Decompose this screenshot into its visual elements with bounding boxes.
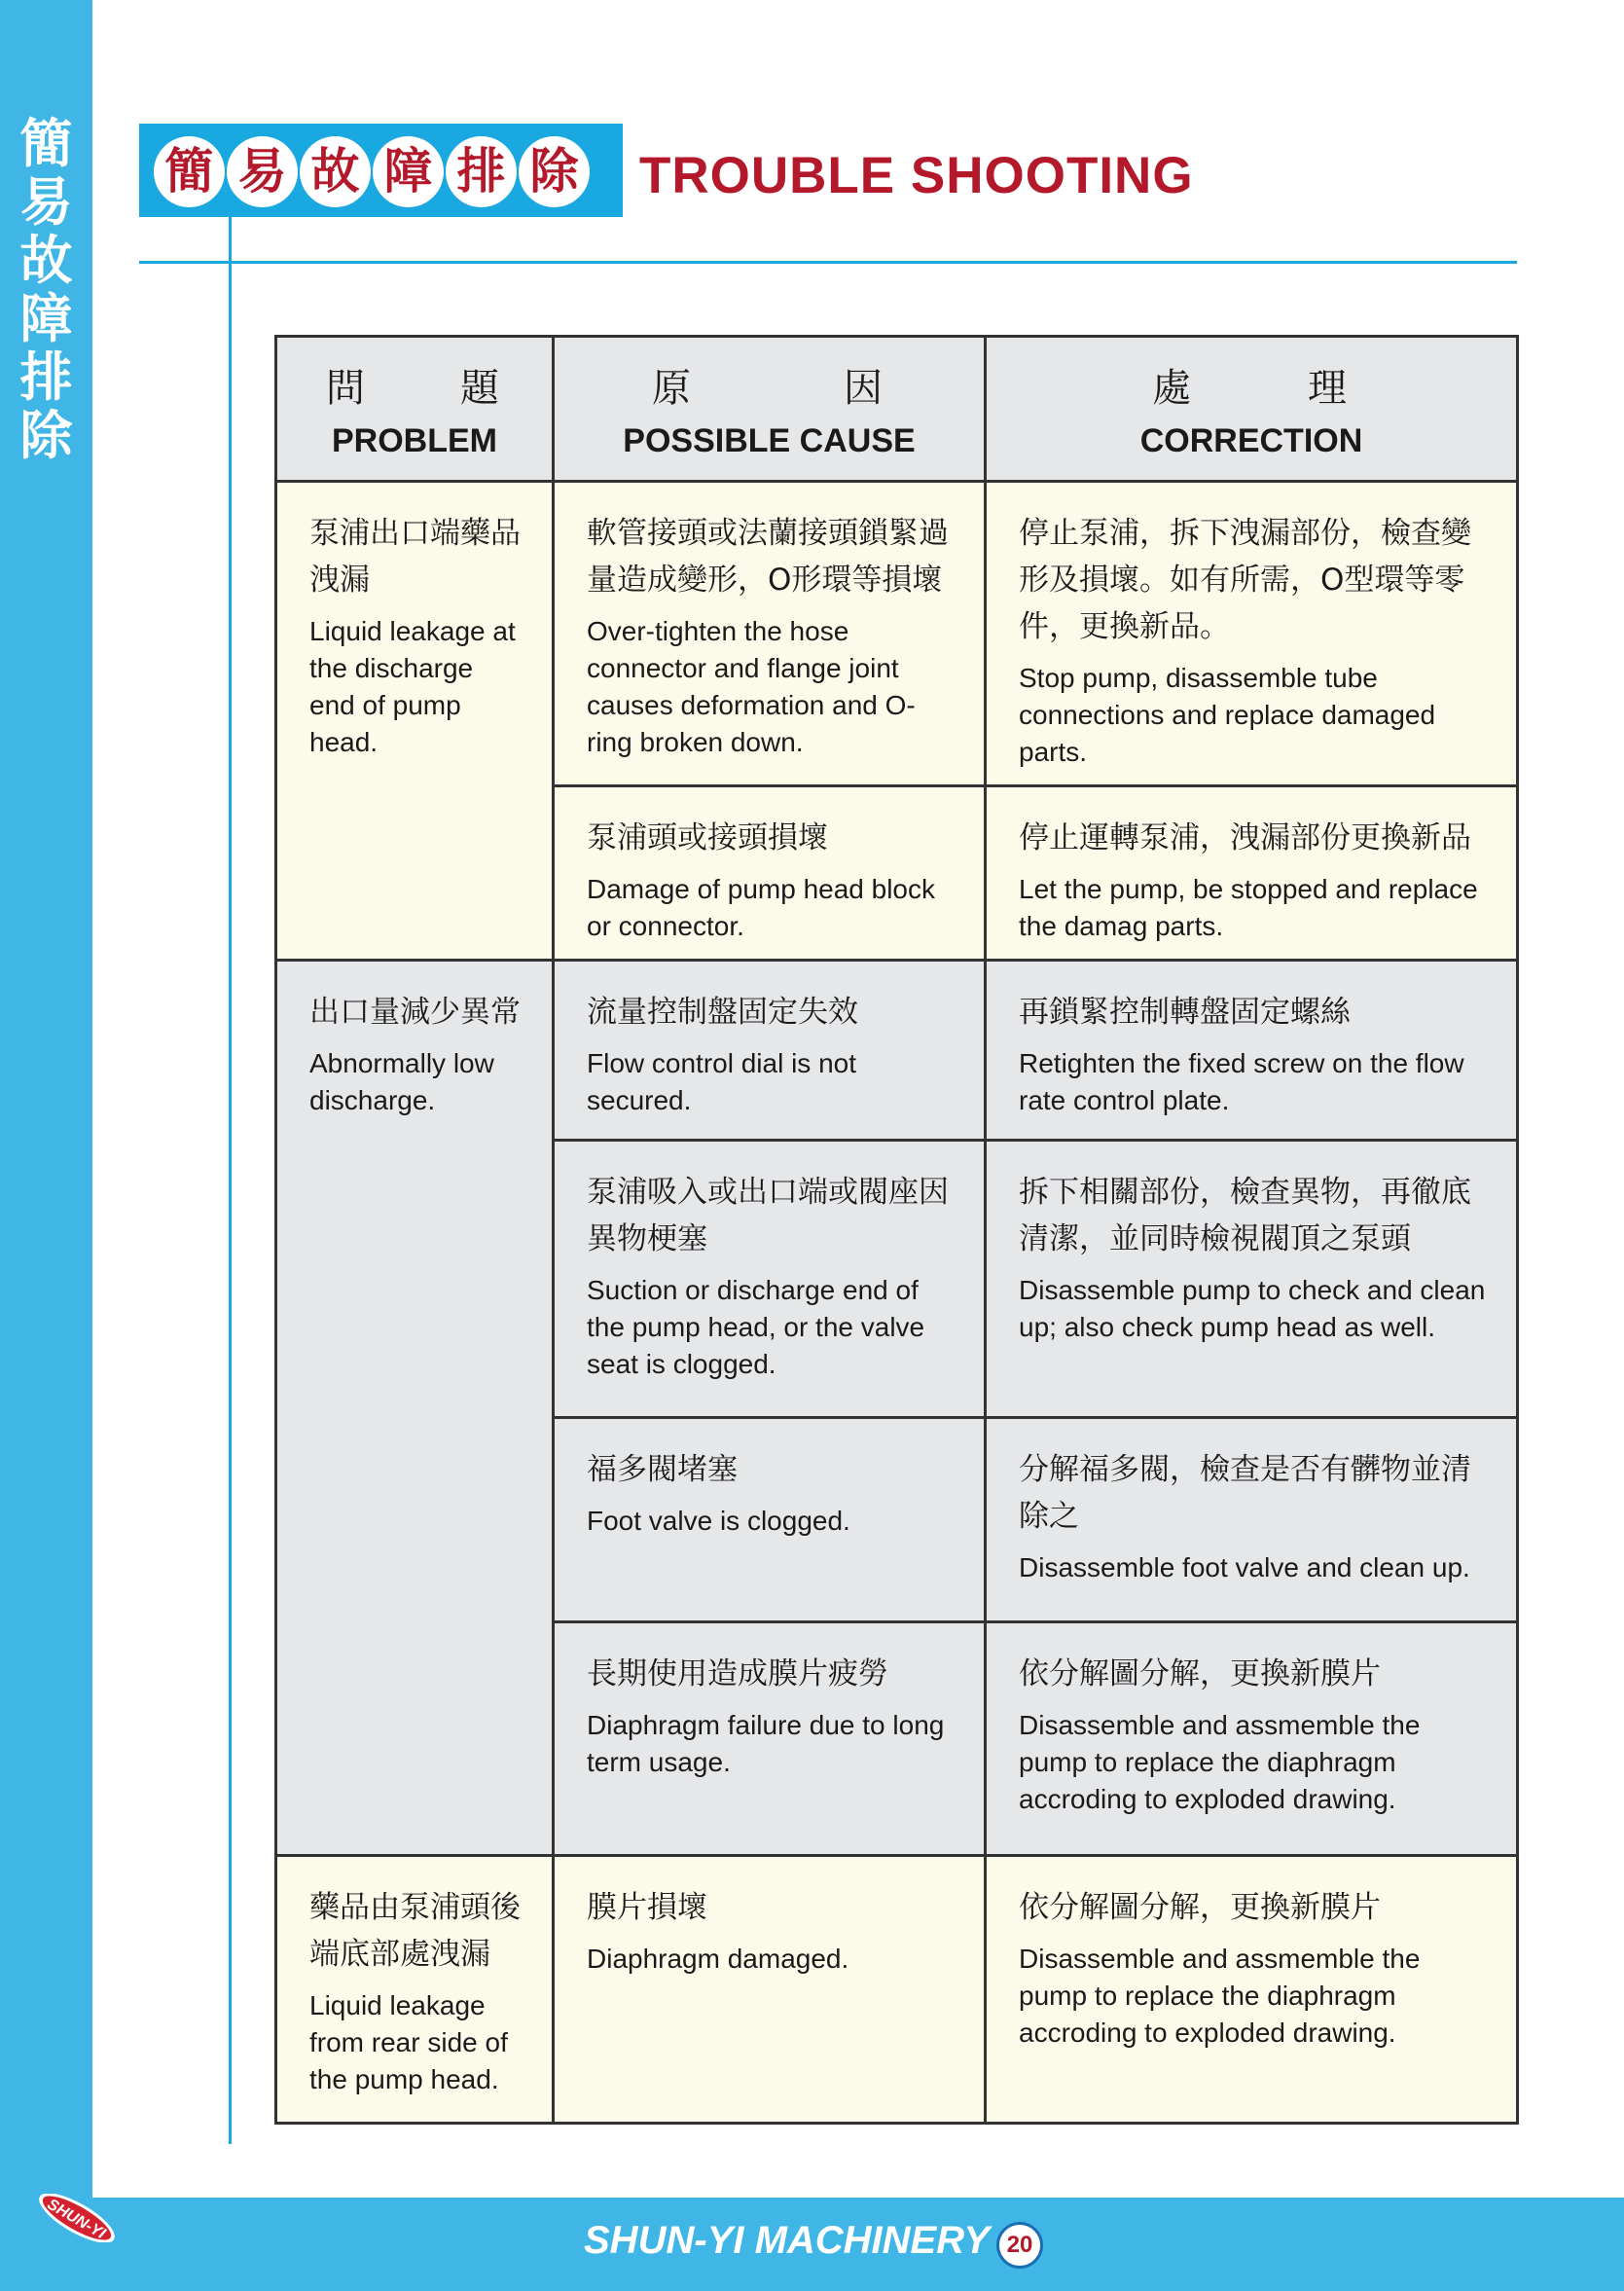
cause-cell (554, 1418, 986, 1622)
side-char: 排 (19, 346, 73, 408)
cause-cell (554, 1622, 986, 1856)
table-row (276, 961, 1518, 1141)
correction-cell (986, 961, 1518, 1141)
title-char: 故 (300, 136, 371, 207)
table-row (276, 1856, 1518, 2124)
problem-zh: 出口量減少異常 (309, 995, 521, 1030)
horizontal-rule (139, 261, 1517, 264)
troubleshooting-table (274, 335, 1519, 2125)
cause-cell (554, 1141, 986, 1418)
side-char: 除 (19, 405, 73, 466)
problem-zh: 泵浦出口端藥品洩漏 (309, 516, 521, 598)
header-zh: 題 (460, 366, 503, 411)
correction-cell (986, 1418, 1518, 1622)
problem-cell (276, 961, 554, 1856)
correction-en: Disassemble and assmemble the pump to replace the diaphragm accroding to exploded drawing. (1019, 1710, 1421, 1814)
header-problem (276, 337, 554, 482)
correction-cell (986, 1856, 1518, 2124)
correction-zh: 再鎖緊控制轉盤固定螺絲 (1019, 995, 1351, 1030)
cause-cell (554, 1856, 986, 2124)
header-en: POSSIBLE CAUSE (623, 422, 916, 459)
problem-zh: 藥品由泵浦頭後端底部處洩漏 (309, 1890, 521, 1972)
table-header-row (276, 337, 1518, 482)
header-zh: 問 (326, 366, 369, 411)
correction-cell (986, 1622, 1518, 1856)
cause-zh: 軟管接頭或法蘭接頭鎖緊過量造成變形，O形環等損壞 (587, 516, 949, 598)
correction-zh: 依分解圖分解，更換新膜片 (1019, 1656, 1381, 1691)
cause-zh: 泵浦吸入或出口端或閥座因異物梗塞 (587, 1175, 949, 1256)
company-logo (23, 2194, 130, 2242)
correction-zh: 依分解圖分解，更換新膜片 (1019, 1890, 1381, 1925)
side-char: 故 (19, 230, 73, 291)
problem-cell (276, 482, 554, 961)
title-char: 排 (446, 136, 517, 207)
footer-company: SHUN-YI MACHINERY (584, 2219, 991, 2262)
correction-en: Retighten the fixed screw on the flow rate control plate. (1019, 1048, 1464, 1115)
vertical-rule (229, 217, 232, 2144)
header-cause (554, 337, 986, 482)
title-char: 簡 (154, 136, 225, 207)
cause-zh: 泵浦頭或接頭損壞 (587, 820, 828, 855)
logo-text: SHUN-YI (44, 2196, 108, 2242)
correction-zh: 停止泵浦，拆下洩漏部份，檢查變形及損壞。如有所需，O型環等零件，更換新品。 (1019, 516, 1471, 644)
correction-cell (986, 1141, 1518, 1418)
correction-en: Disassemble foot valve and clean up. (1019, 1552, 1470, 1582)
correction-cell (986, 786, 1518, 961)
cause-cell (554, 482, 986, 786)
correction-en: Disassemble and assmemble the pump to replace the diaphragm accroding to exploded drawing. (1019, 1944, 1421, 2048)
cause-cell (554, 961, 986, 1141)
correction-zh: 停止運轉泵浦，洩漏部份更換新品 (1019, 820, 1471, 855)
cause-zh: 長期使用造成膜片疲勞 (587, 1656, 888, 1691)
problem-cell (276, 1856, 554, 2124)
correction-zh: 拆下相關部份，檢查異物，再徹底清潔，並同時檢視閥頂之泵頭 (1019, 1175, 1471, 1256)
side-char: 障 (19, 288, 73, 349)
cause-en: Damage of pump head block or connector. (587, 874, 935, 941)
correction-en: Disassemble pump to check and clean up; also check pump head as well. (1019, 1275, 1486, 1342)
page-title: TROUBLE SHOOTING (639, 147, 1194, 204)
problem-en: Liquid leakage at the discharge end of pump head. (309, 616, 516, 757)
header-correction (986, 337, 1518, 482)
cause-zh: 流量控制盤固定失效 (587, 995, 858, 1030)
cause-en: Diaphragm damaged. (587, 1944, 849, 1974)
correction-en: Stop pump, disassemble tube connections and replace damaged parts. (1019, 663, 1436, 767)
cause-cell (554, 786, 986, 961)
page-number: 20 (996, 2222, 1043, 2269)
header-zh: 理 (1308, 366, 1351, 411)
title-zh (154, 136, 590, 207)
correction-en: Let the pump, be stopped and replace the damag parts. (1019, 874, 1478, 941)
cause-en: Over-tighten the hose connector and flange joint causes deformation and O-ring broken down. (587, 616, 916, 757)
side-char: 簡 (19, 113, 73, 174)
header-zh: 原 (652, 366, 695, 411)
cause-en: Suction or discharge end of the pump head, or the valve seat is clogged. (587, 1275, 925, 1379)
cause-en: Diaphragm failure due to long term usage. (587, 1710, 945, 1777)
title-char: 除 (519, 136, 590, 207)
correction-cell (986, 482, 1518, 786)
cause-zh: 福多閥堵塞 (587, 1452, 738, 1487)
side-title (0, 115, 92, 465)
title-char: 易 (227, 136, 298, 207)
problem-en: Liquid leakage from rear side of the pump head. (309, 1990, 508, 2094)
correction-zh: 分解福多閥，檢查是否有髒物並清除之 (1019, 1452, 1471, 1534)
problem-en: Abnormally low discharge. (309, 1048, 494, 1115)
header-zh: 因 (844, 366, 886, 411)
cause-zh: 膜片損壞 (587, 1890, 707, 1925)
cause-en: Flow control dial is not secured. (587, 1048, 857, 1115)
header-en: PROBLEM (332, 422, 497, 459)
header-zh: 處 (1152, 366, 1195, 411)
side-char: 易 (19, 171, 73, 233)
title-char: 障 (373, 136, 444, 207)
cause-en: Foot valve is clogged. (587, 1506, 850, 1536)
header-en: CORRECTION (1139, 422, 1363, 459)
table-row (276, 482, 1518, 786)
